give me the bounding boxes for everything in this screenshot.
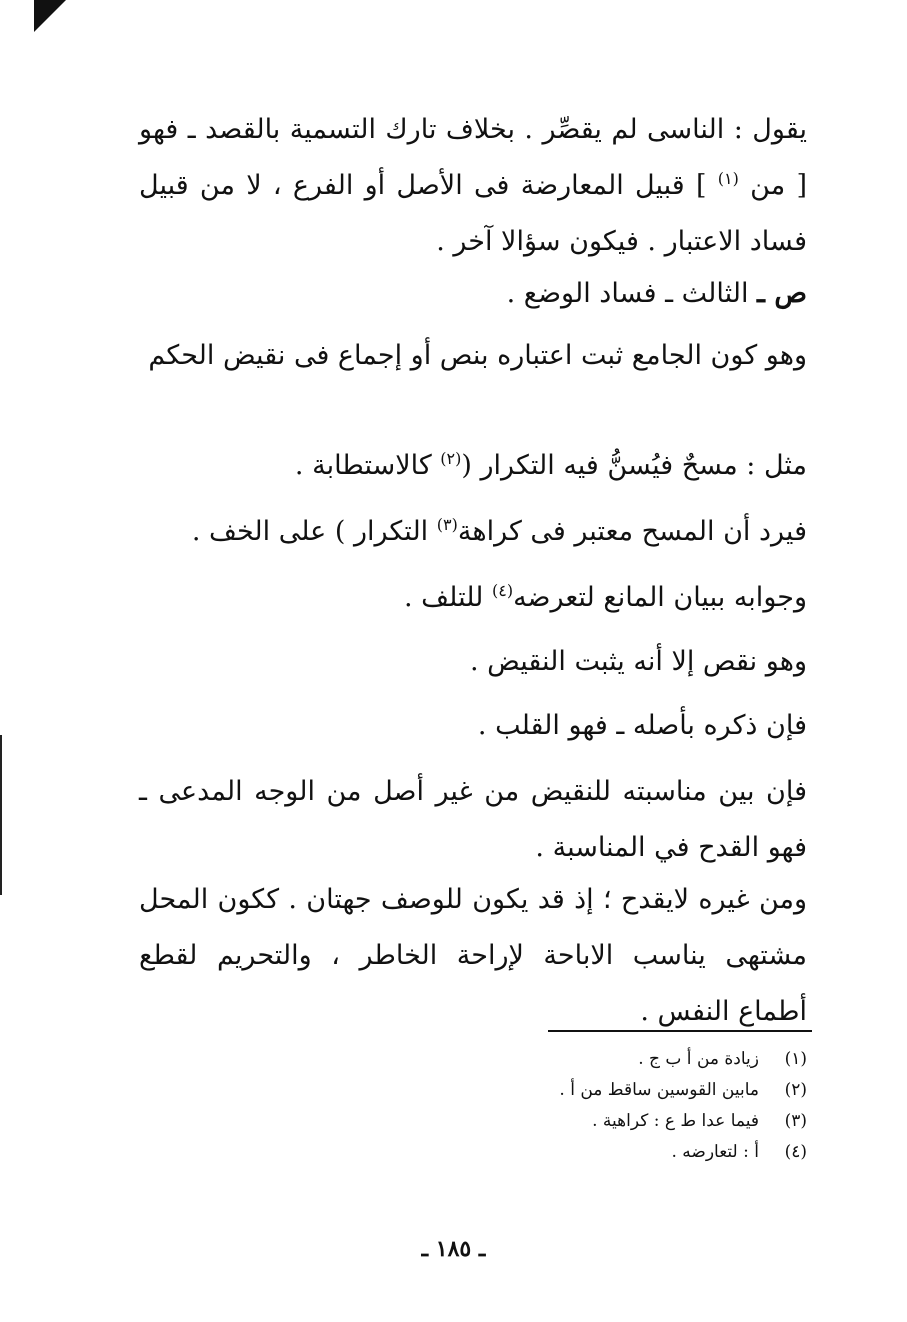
footnote-text: فيما عدا ط ع : كراهية . bbox=[592, 1111, 759, 1131]
paragraph-4: ومن غيره لايقدح ؛ إذ قد يكون للوصف جهتان . ككون المحل مشتهى يناسب الاباحة لإراحة الخاطر ، والتحريم لقطع أطماع النفس . bbox=[139, 884, 807, 1027]
heading-text: الثالث ـ فساد الوضع . bbox=[506, 278, 758, 309]
footnote-3 bbox=[487, 1106, 807, 1137]
footnote-1 bbox=[487, 1044, 807, 1075]
qalb-line: فإن ذكره بأصله ـ فهو القلب . bbox=[477, 710, 807, 741]
footnote-ref: (٢) bbox=[440, 449, 462, 468]
footnote-2 bbox=[487, 1075, 807, 1106]
footnote-text: مابين القوسين ساقط من أ . bbox=[559, 1080, 759, 1100]
footnote-number: (٣) bbox=[784, 1111, 807, 1131]
footnote-ref: (١) bbox=[717, 169, 739, 188]
footnote-number: (٤) bbox=[784, 1142, 807, 1162]
footnote-text: زيادة من أ ب ج . bbox=[638, 1049, 759, 1069]
paragraph-1: يقول : الناسى لم يقصِّر . بخلاف تارك التسمية بالقصد ـ فهو [ من $^{(١)}$ ] قبيل المعارضة فى الأصل أو الفرع ، لا من قبيل فساد الاعتبار . فيكون سؤالا آخر . bbox=[139, 114, 807, 257]
refutation-line: فيرد أن المسح معتبر فى كراهة$^{(٣)}$ التكرار ) على الخف . bbox=[191, 515, 807, 547]
footnote-4 bbox=[487, 1137, 807, 1168]
binding-edge bbox=[0, 735, 2, 895]
footnotes bbox=[487, 1044, 807, 1168]
paragraph-3: فإن بين مناسبته للنقيض من غير أصل من الوجه المدعى ـ فهو القدح في المناسبة . bbox=[139, 776, 807, 863]
corner-mark bbox=[34, 0, 66, 32]
footnote-number: (١) bbox=[784, 1049, 807, 1069]
heading-prefix: ص ـ bbox=[757, 278, 807, 309]
footnote-number: (٢) bbox=[784, 1080, 807, 1100]
footnote-ref: (٤) bbox=[491, 581, 514, 600]
paragraph-2: وهو كون الجامع ثبت اعتباره بنص أو إجماع فى نقيض الحكم bbox=[148, 340, 807, 371]
footnote-text: أ : لتعارضه . bbox=[671, 1142, 759, 1162]
page-number: ـ ١٨٥ ـ bbox=[421, 1236, 486, 1262]
section-heading bbox=[507, 266, 807, 322]
naqd-line: وهو نقص إلا أنه يثبت النقيض . bbox=[469, 646, 807, 677]
example-line: مثل : مسحٌ فيُسنُّ فيه التكرار ($^{(٢)}$ كالاستطابة . bbox=[294, 449, 807, 481]
answer-line: وجوابه ببيان المانع لتعرضه$^{(٤)}$ للتلف . bbox=[404, 581, 807, 613]
footnote-divider bbox=[548, 1030, 812, 1032]
footnote-ref: (٣) bbox=[436, 515, 458, 534]
